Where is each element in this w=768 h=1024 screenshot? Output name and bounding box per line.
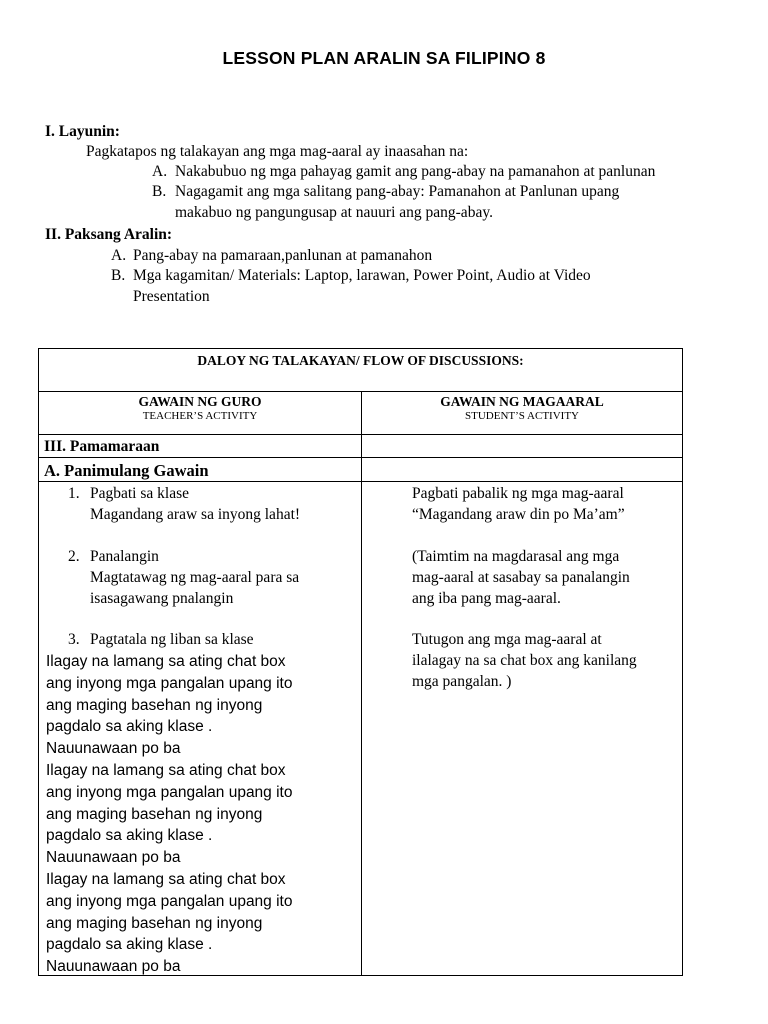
response-line: ilalagay na sa chat box ang kanilang <box>412 651 637 669</box>
instruction-line: Nauunawaan po ba <box>46 849 181 867</box>
section-2-heading: II. Paksang Aralin: <box>45 226 173 243</box>
instruction-line: ang maging basehan ng inyong <box>46 696 263 714</box>
topic-b-text-2: Presentation <box>133 288 210 305</box>
student-column-title: GAWAIN NG MAGAARAL <box>440 394 604 409</box>
section-1-intro: Pagkatapos ng talakayan ang mga mag-aaral ay inaasahan na: <box>86 143 469 160</box>
instruction-line: ang inyong mga pangalan upang ito <box>46 892 293 910</box>
instruction-line: ang inyong mga pangalan upang ito <box>46 783 293 801</box>
procedure-heading: III. Pamamaraan <box>44 438 160 455</box>
teacher-item-3-title: Pagtatala ng liban sa klase <box>90 631 254 648</box>
objective-a-letter: A. <box>152 163 168 180</box>
response-line: ang iba pang mag-aaral. <box>412 589 561 607</box>
objective-b-text-2: makabuo ng pangungusap at nauuri ang pang-abay. <box>175 204 493 221</box>
topic-a-letter: A. <box>111 247 127 264</box>
teacher-item-3-number: 3. <box>68 631 80 648</box>
instruction-line: pagdalo sa aking klase . <box>46 936 213 954</box>
teacher-column-title: GAWAIN NG GURO <box>138 394 262 409</box>
teacher-item-2-number: 2. <box>68 548 80 565</box>
student-column-subtitle: STUDENT’S ACTIVITY <box>465 410 579 422</box>
teacher-item-2-line: Magtatawag ng mag-aaral para sa <box>90 569 300 586</box>
teacher-column-subtitle: TEACHER’S ACTIVITY <box>142 410 258 422</box>
objective-a-text: Nakabubuo ng mga pahayag gamit ang pang-abay na pamanahon at panlunan <box>175 163 656 180</box>
instruction-line: Nauunawaan po ba <box>46 740 181 758</box>
flow-of-discussion-table <box>38 348 683 976</box>
student-response-attendance <box>412 630 637 692</box>
table-caption: DALOY NG TALAKAYAN/ FLOW OF DISCUSSIONS: <box>197 353 524 368</box>
topic-a-text: Pang-abay na pamaraan,panlunan at pamanahon <box>133 247 433 264</box>
table-column-divider <box>361 391 362 976</box>
student-response-prayer <box>412 547 630 609</box>
response-line: “Magandang araw din po Ma’am” <box>412 505 625 523</box>
instruction-line: Ilagay na lamang sa ating chat box <box>46 653 286 670</box>
instruction-line: Ilagay na lamang sa ating chat box <box>46 761 286 779</box>
instruction-line: ang maging basehan ng inyong <box>46 914 263 932</box>
student-response-greeting <box>412 484 625 526</box>
instruction-line: pagdalo sa aking klase . <box>46 718 213 736</box>
teacher-item-2-title: Panalangin <box>90 548 159 565</box>
instruction-line: Nauunawaan po ba <box>46 958 181 976</box>
page-title: LESSON PLAN ARALIN SA FILIPINO 8 <box>222 48 546 68</box>
teacher-item-1-text: Magandang araw sa inyong lahat! <box>90 506 301 523</box>
teacher-item-2-line: isasagawang pnalangin <box>90 590 234 607</box>
instruction-line: Ilagay na lamang sa ating chat box <box>46 870 286 888</box>
teacher-item-1-title: Pagbati sa klase <box>90 485 190 502</box>
topic-b-letter: B. <box>111 267 126 284</box>
response-line: mga pangalan. ) <box>412 672 512 690</box>
instruction-line: pagdalo sa aking klase . <box>46 827 213 845</box>
objective-b-letter: B. <box>152 183 167 200</box>
topic-b-text-1: Mga kagamitan/ Materials: Laptop, larawan, Power Point, Audio at Video <box>133 267 591 284</box>
instruction-line: ang maging basehan ng inyong <box>46 805 263 823</box>
section-1-heading: I. Layunin: <box>45 123 120 140</box>
response-line: mag-aaral at sasabay sa panalangin <box>412 568 630 586</box>
teacher-item-1-number: 1. <box>68 485 80 502</box>
opening-activity-heading: A. Panimulang Gawain <box>44 461 209 480</box>
response-line: Pagbati pabalik ng mga mag-aaral <box>412 485 624 502</box>
response-line: (Taimtim na magdarasal ang mga <box>412 548 620 565</box>
teacher-instructions <box>46 651 292 978</box>
instruction-line: ang inyong mga pangalan upang ito <box>46 674 293 692</box>
response-line: Tutugon ang mga mag-aaral at <box>412 631 602 648</box>
objective-b-text-1: Nagagamit ang mga salitang pang-abay: Pamanahon at Panlunan upang <box>175 183 620 200</box>
